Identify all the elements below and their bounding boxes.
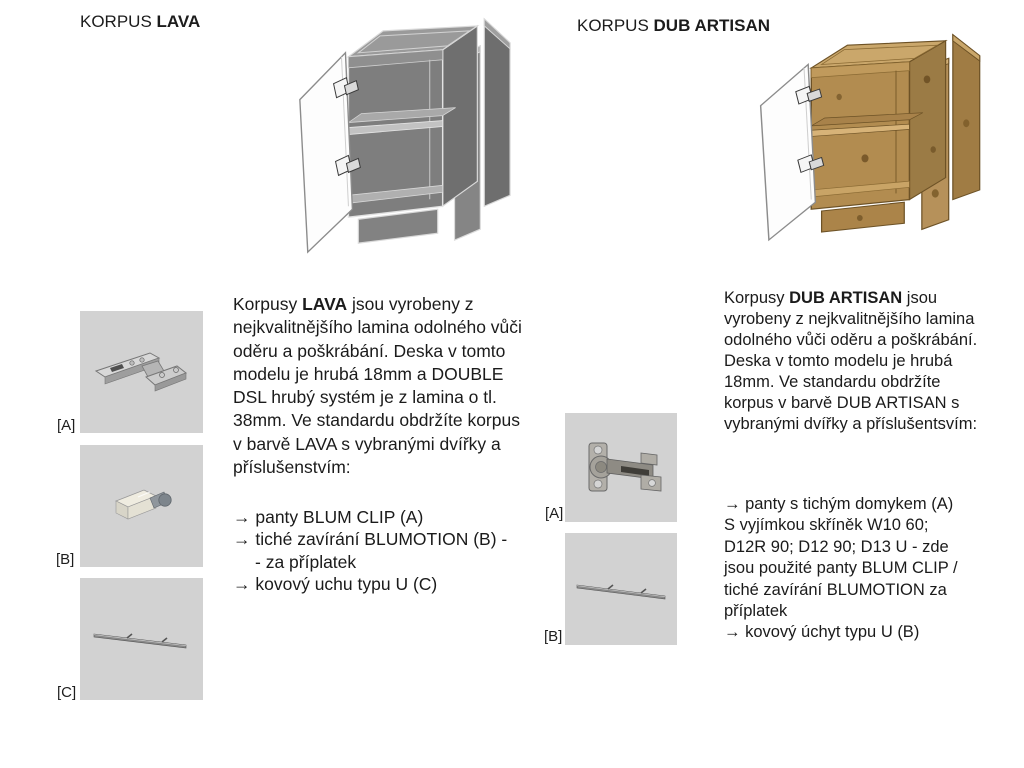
description-lava: [233, 293, 525, 479]
hardware-label-a-left: [A]: [57, 417, 76, 434]
list-item: → kovový uchu typu U (C): [233, 573, 438, 594]
paragraph-text: jsou vyrobeny z nejkvalitnějšího lamina odolného vůči oděru a poškrábání. Deska v tomto modelu je hrubá 18mm a DOUBLE DSL hrubý systém je z lamina o tl. 38mm. Ve standardu obdržíte korpus v barvě LAVA s vybranými dvířky a příslušenstvím:: [233, 294, 522, 478]
paragraph-text: jsou vyrobeny z nejkvalitnějšího lamina odolného vůči oděru a poškrábání. Deska v tomto modelu je hrubá 18mm. Ve standardu obdržíte korpus v barvě DUB ARTISAN s vybranými dvířky a příslušentsvím:: [724, 289, 978, 433]
cabinet-illustration-dub-artisan: [741, 18, 989, 268]
hardware-label-b-left: [B]: [56, 551, 75, 568]
paragraph-bold: DUB ARTISAN: [789, 289, 903, 307]
hardware-photo-handle-right: [565, 533, 677, 645]
list-item: → panty BLUM CLIP (A): [233, 507, 424, 527]
hinge-clip-icon: [80, 311, 203, 433]
accessory-list-dub-artisan: [724, 494, 958, 644]
section-title-lava: [80, 12, 200, 32]
hardware-photo-hinge-clip: [80, 311, 203, 433]
title-prefix: KORPUS: [577, 16, 654, 35]
paragraph-text: Korpusy: [233, 294, 303, 314]
u-handle-icon: [565, 533, 677, 645]
cabinet-illustration-lava: [281, 0, 519, 284]
list-item-continuation: - za příplatek: [255, 551, 357, 572]
list-item: D12R 90; D12 90; D13 U - zde: [724, 537, 949, 556]
soft-close-hinge-icon: [565, 413, 677, 522]
list-item: → panty s tichým domykem (A): [724, 495, 954, 513]
list-item: → tiché zavírání BLUMOTION (B) -: [233, 529, 508, 550]
list-item: S vyjímkou skříněk W10 60;: [724, 516, 929, 535]
list-item: jsou použité panty BLUM CLIP /: [724, 559, 958, 578]
title-name: DUB ARTISAN: [653, 16, 771, 35]
description-dub-artisan: [724, 288, 992, 435]
list-item: → kovový úchyt typu U (B): [724, 623, 920, 642]
hardware-label-c-left: [C]: [57, 684, 77, 701]
hardware-photo-handle-left: [80, 578, 203, 700]
blumotion-damper-icon: [80, 445, 203, 567]
paragraph-text: Korpusy: [724, 289, 790, 307]
hardware-photo-blumotion: [80, 445, 203, 567]
list-item: příplatek: [724, 602, 788, 621]
u-handle-icon: [80, 578, 203, 700]
hardware-label-a-right: [A]: [545, 505, 564, 522]
list-item: tiché zavírání BLUMOTION za: [724, 580, 947, 599]
hardware-label-b-right: [B]: [544, 628, 563, 645]
hardware-photo-hinge-softclose: [565, 413, 677, 522]
title-prefix: KORPUS: [80, 12, 157, 31]
paragraph-bold: LAVA: [302, 294, 348, 314]
accessory-list-lava: [233, 506, 507, 595]
title-name: LAVA: [156, 12, 201, 31]
